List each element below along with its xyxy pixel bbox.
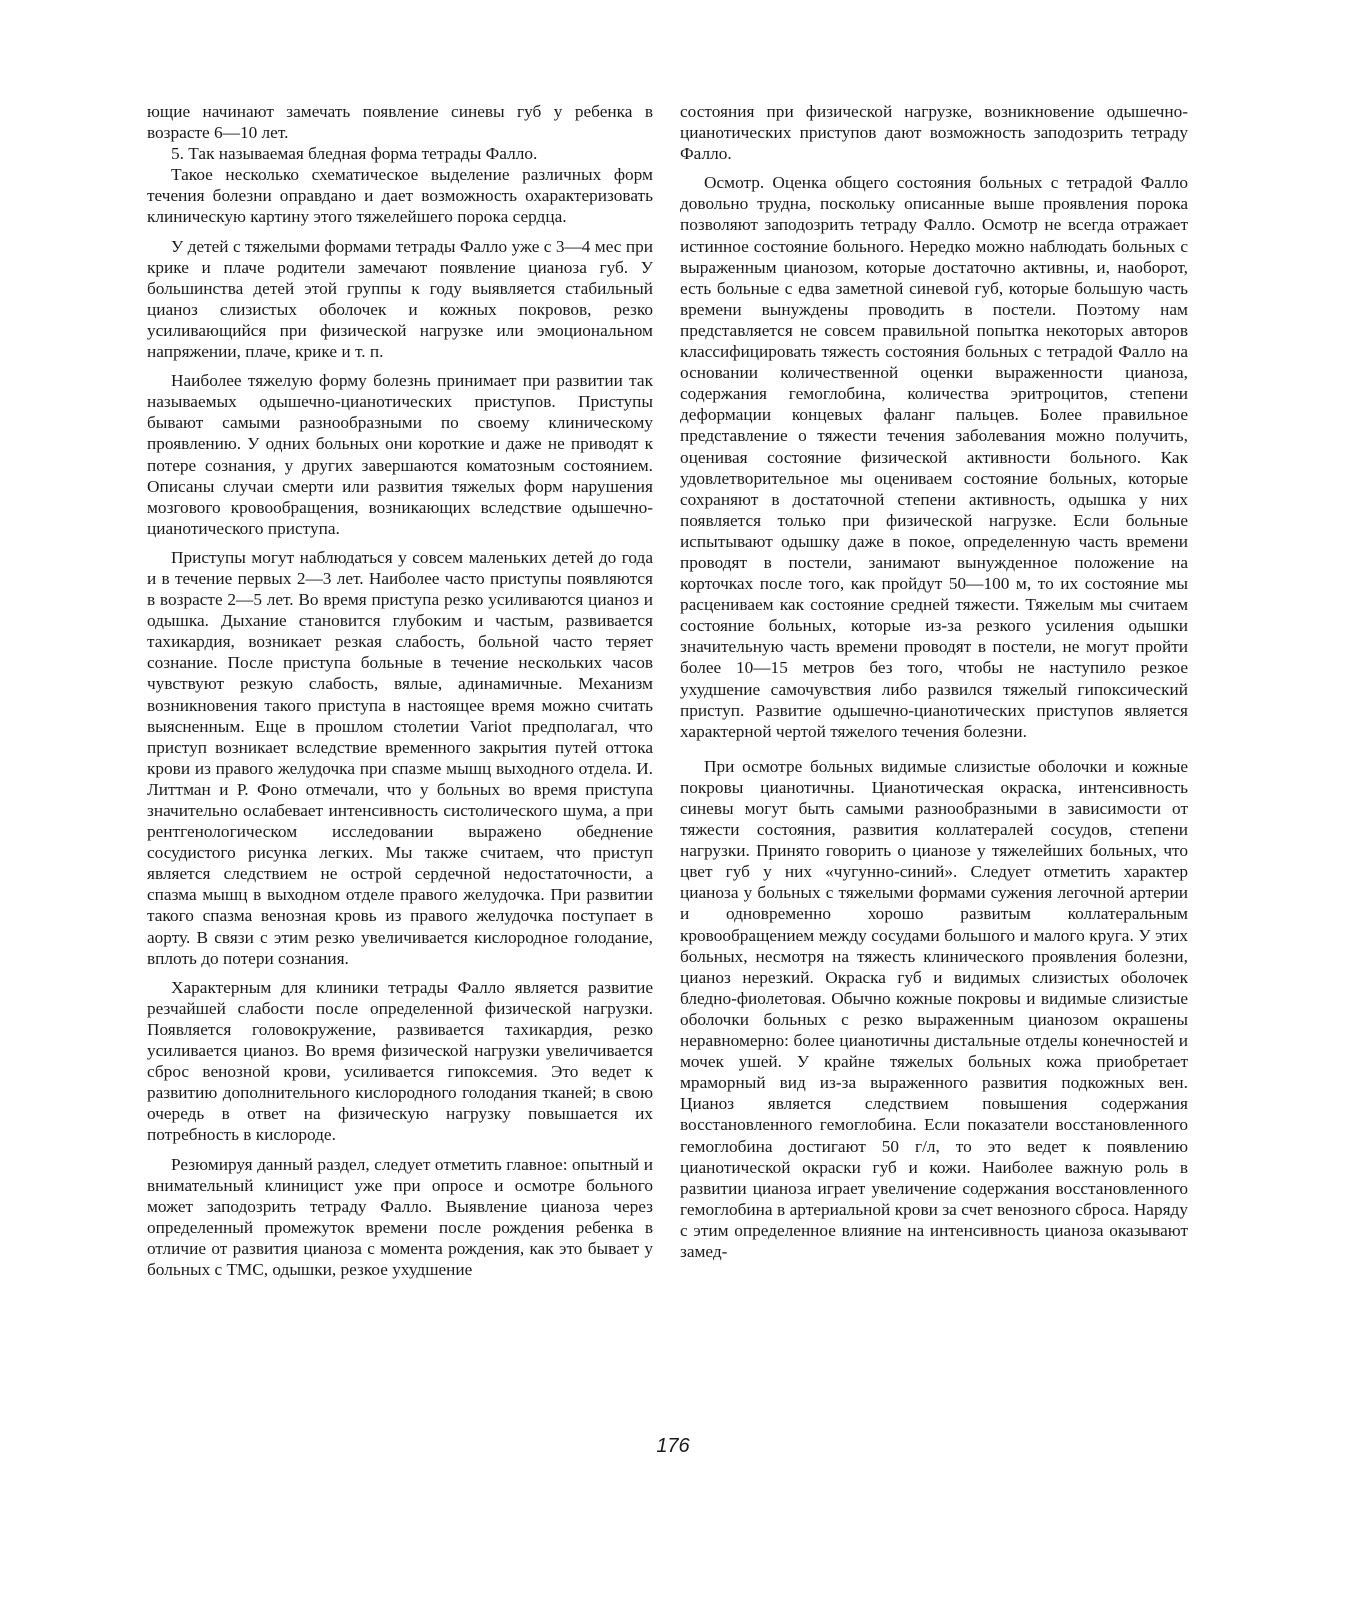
- paragraph: состояния при физической нагрузке, возникновение одышечно-цианотических приступов дают возможность заподозрить тетраду Фалло.: [680, 102, 1188, 164]
- paragraph: Наиболее тяжелую форму болезнь принимает при развитии так называемых одышечно-цианотических приступов. Приступы бывают самыми разнообразными по своему клиническому проявлению. У одних больных они короткие и даже не приводят к потере сознания, у других завершаются коматозным состоянием. Описаны случаи смерти или развития тяжелых форм нарушения мозгового кровообращения, возникающих вследствие одышечно-цианотического приступа.: [147, 371, 653, 538]
- page-number: 176: [656, 1435, 690, 1457]
- paragraph: Характерным для клиники тетрады Фалло является развитие резчайшей слабости после определенной физической нагрузки. Появляется головокружение, развивается тахикардия, резко усиливается цианоз. Во время физической нагрузки увеличивается сброс венозной крови, усиливается гипоксемия. Это ведет к развитию дополнительного кислородного голодания тканей; в свою очередь в ответ на физическую нагрузку повышается их потребность в кислороде.: [147, 977, 653, 1145]
- paragraph: Приступы могут наблюдаться у совсем маленьких детей до года и в течение первых 2—3 лет. Наиболее часто приступы появляются в возрасте 2—5 лет. Во время приступа резко усиливаются цианоз и одышка. Дыхание становится глубоким и частым, развивается тахикардия, возникает резкая слабость, больной часто теряет сознание. После приступа больные в течение нескольких часов чувствуют резкую слабость, вялые, адинамичные. Механизм возникновения такого приступа в настоящее время можно считать выясненным. Еще в прошлом столетии Variot предполагал, что приступ возникает вследствие временного закрытия путей оттока крови из правого желудочка при спазме мышц выходного отдела. И. Литтман и Р. Фоно отмечали, что у больных во время приступа значительно ослабевает интенсивность систолического шума, а при рентгенологическом исследовании выражено обеднение сосудистого рисунка легких. Мы также считаем, что приступ является следствием не острой сердечной недостаточности, а спазма мышц в выходном отделе правого желудочка. При развитии такого спазма венозная кровь из правого желудочка поступает в аорту. В связи с этим резко увеличивается кислородное голодание, вплоть до потери сознания.: [147, 547, 653, 968]
- paragraph: Такое несколько схематическое выделение различных форм течения болезни оправдано и дает возможность охарактеризовать клиническую картину этого тяжелейшего порока сердца.: [147, 165, 653, 227]
- right-text-column: [680, 101, 1188, 1270]
- paragraph: Осмотр. Оценка общего состояния больных с тетрадой Фалло довольно трудна, поскольку описанные выше проявления порока позволяют заподозрить тетраду Фалло. Осмотр не всегда отражает истинное состояние больного. Нередко можно наблюдать больных с выраженным цианозом, которые достаточно активны, и, наоборот, есть больные с едва заметной синевой губ, которые большую часть времени вынуждены проводить в постели. Поэтому нам представляется не совсем правильной попытка некоторых авторов классифицировать тяжесть состояния больных с тетрадой Фалло на основании количественной оценки выраженности цианоза, содержания гемоглобина, количества эритроцитов, степени деформации концевых фаланг пальцев. Более правильное представление о тяжести течения заболевания можно получить, оценивая состояние физической активности больного. Как удовлетворительное мы оцениваем состояние больных, которые сохраняют в достаточной степени активность, одышка у них появляется только при физической нагрузке. Если больные испытывают одышку даже в покое, определенную часть времени проводят в постели, занимают вынужденное положение на корточках после того, как пройдут 50—100 м, то их состояние мы расцениваем как состояние средней тяжести. Тяжелым мы считаем состояние больных, которые из-за резкого усиления одышки значительную часть времени проводят в постели, не могут пройти более 10—15 метров без того, чтобы не наступило резкое ухудшение самочувствия либо развился тяжелый гипоксический приступ. Развитие одышечно-цианотических приступов является характерной чертой тяжелого течения болезни.: [680, 173, 1188, 741]
- left-text-column: [147, 101, 653, 1288]
- paragraph: При осмотре больных видимые слизистые оболочки и кожные покровы цианотичны. Цианотическая окраска, интенсивность синевы могут быть самыми разнообразными в зависимости от тяжести состояния, развития коллатералей сосудов, степени нагрузки. Принято говорить о цианозе у тяжелейших больных, что цвет губ у них «чугунно-синий». Следует отметить характер цианоза у больных с тяжелыми формами сужения легочной артерии и одновременно хорошо развитым коллатеральным кровообращением между сосудами большого и малого круга. У этих больных, несмотря на тяжесть клинического проявления болезни, цианоз нерезкий. Окраска губ и видимых слизистых оболочек бледно-фиолетовая. Обычно кожные покровы и видимые слизистые оболочки больных с резко выраженным цианозом окрашены неравномерно: более цианотичны дистальные отделы конечностей и мочек ушей. У крайне тяжелых больных кожа приобретает мраморный вид из-за выраженного развития подкожных вен. Цианоз является следствием повышения содержания восстановленного гемоглобина. Если показатели восстановленного гемоглобина достигают 50 г/л, то это ведет к появлению цианотической окраски губ и кожи. Наиболее важную роль в развитии цианоза играет увеличение содержания восстановленного гемоглобина в артериальной крови за счет венозного сброса. Наряду с этим определенное влияние на интенсивность цианоза оказывают замед-: [680, 756, 1188, 1261]
- paragraph: Резюмируя данный раздел, следует отметить главное: опытный и внимательный клиницист уже при опросе и осмотре больного может заподозрить тетраду Фалло. Выявление цианоза через определенный промежуток времени после рождения ребенка в отличие от развития цианоза с момента рождения, как это бывает у больных с ТМС, одышки, резкое ухудшение: [147, 1154, 653, 1279]
- paragraph: ющие начинают замечать появление синевы губ у ребенка в возрасте 6—10 лет.: [147, 102, 653, 143]
- paragraph: 5. Так называемая бледная форма тетрады Фалло.: [171, 144, 538, 164]
- paragraph: У детей с тяжелыми формами тетрады Фалло уже с 3—4 мес при крике и плаче родители замечают появление цианоза губ. У большинства детей этой группы к году выявляется стабильный цианоз слизистых оболочек и кожных покровов, резко усиливающийся при физической нагрузке или эмоциональном напряжении, плаче, крике и т. п.: [147, 236, 653, 362]
